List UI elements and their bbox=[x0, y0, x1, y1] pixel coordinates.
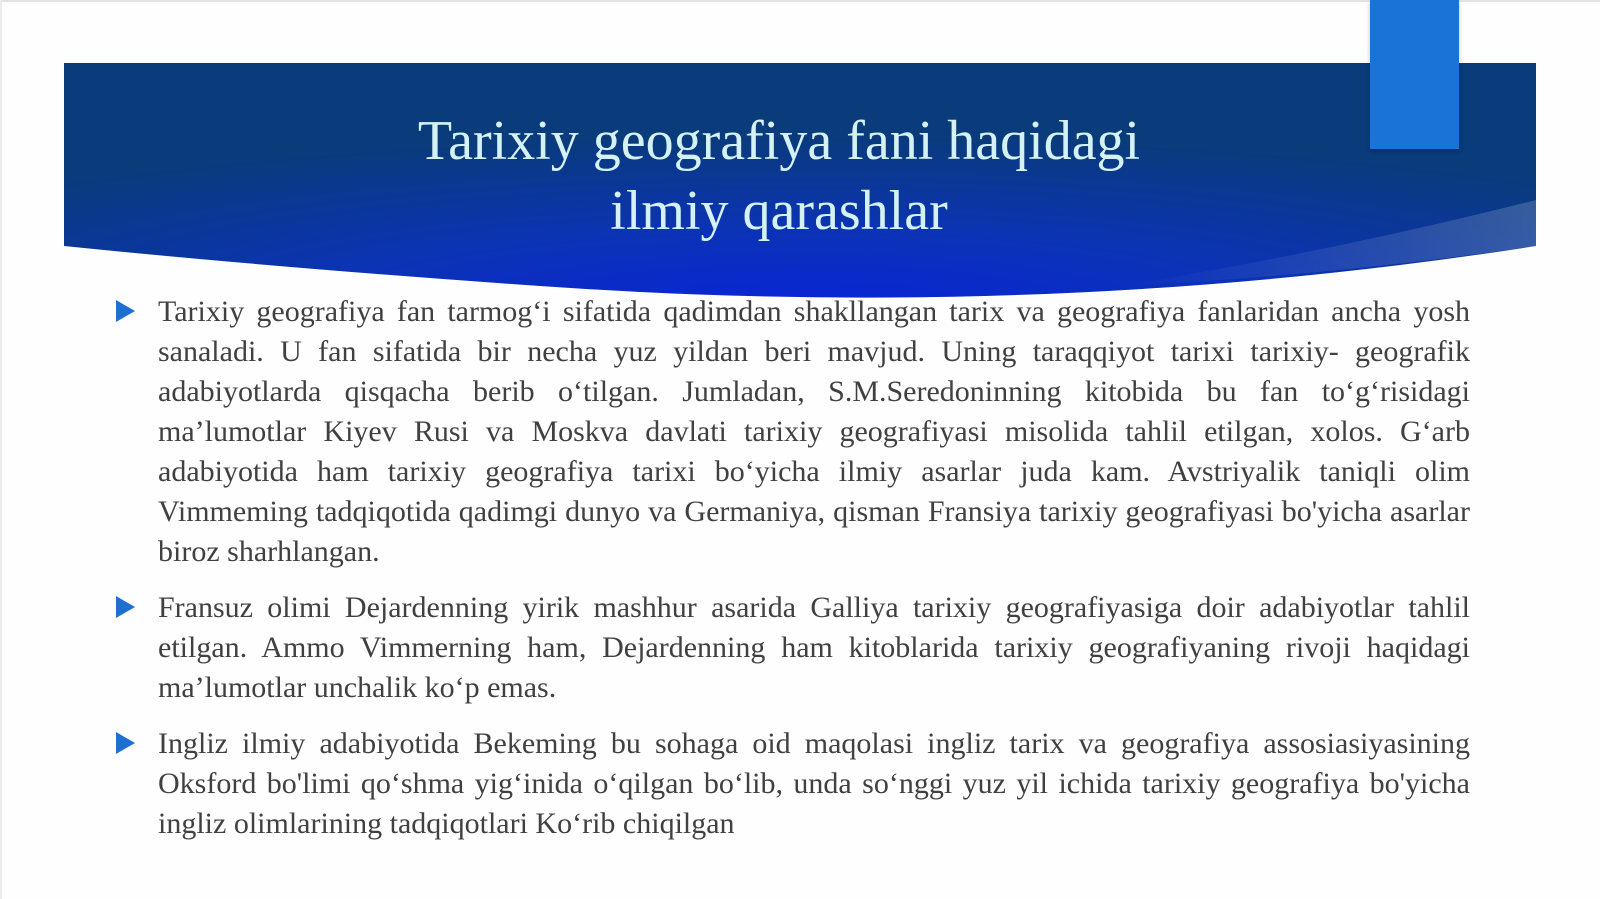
title-line-2: ilmiy qarashlar bbox=[610, 180, 948, 242]
bullet-text-2: Fransuz olimi Dejardenning yirik mashhur asarida Galliya tarixiy geografiyasiga doir adabiyotlar tahlil etilgan. Ammo Vimmerning ham, Dejardenning ham kitoblarida tarixiy geografiyaning rivoji haqidagi ma’lumotlar unchalik ko‘p emas. bbox=[158, 591, 1470, 704]
bullet-item-3 bbox=[112, 724, 1470, 844]
bullet-text-1: Tarixiy geografiya fan tarmog‘i sifatida qadimdan shakllangan tarix va geografiya fanlaridan ancha yosh sanaladi. U fan sifatida bir necha yuz yildan beri mavjud. Uning taraqqiyot tarixi tarixiy- geografik adabiyotlarda qisqacha berib o‘tilgan. Jumladan, S.M.Seredoninning kitobida bu fan to‘g‘risidagi ma’lumotlar Kiyev Rusi va Moskva davlati tarixiy geografiyasi misolida tahlil etilgan, xolos. G‘arb adabiyotida ham tarixiy geografiya tarixi bo‘yicha ilmiy asarlar juda kam. Avstriyalik taniqli olim Vimmeming tadqiqotida qadimgi dunyo va Germaniya, qisman Fransiya tarixiy geografiyasi bo'yicha asarlar biroz sharhlangan. bbox=[158, 295, 1470, 568]
triangle-bullet-icon bbox=[116, 732, 135, 754]
bullet-text-3: Ingliz ilmiy adabiyotida Bekeming bu sohaga oid maqolasi ingliz tarix va geografiya assosiasiyasining Oksford bo'limi qo‘shma yig‘inida o‘qilgan bo‘lib, unda so‘nggi yuz yil ichida tarixiy geografiya bo'yicha ingliz olimlarining tadqiqotlari Ko‘rib chiqilgan bbox=[158, 727, 1470, 840]
title-line-1: Tarixiy geografiya fani haqidagi bbox=[417, 110, 1141, 172]
bullet-item-1 bbox=[112, 292, 1470, 572]
bullet-list bbox=[112, 292, 1470, 860]
bullet-item-2 bbox=[112, 588, 1470, 708]
slide-title bbox=[64, 106, 1494, 246]
triangle-bullet-icon bbox=[116, 300, 135, 322]
triangle-bullet-icon bbox=[116, 596, 135, 618]
